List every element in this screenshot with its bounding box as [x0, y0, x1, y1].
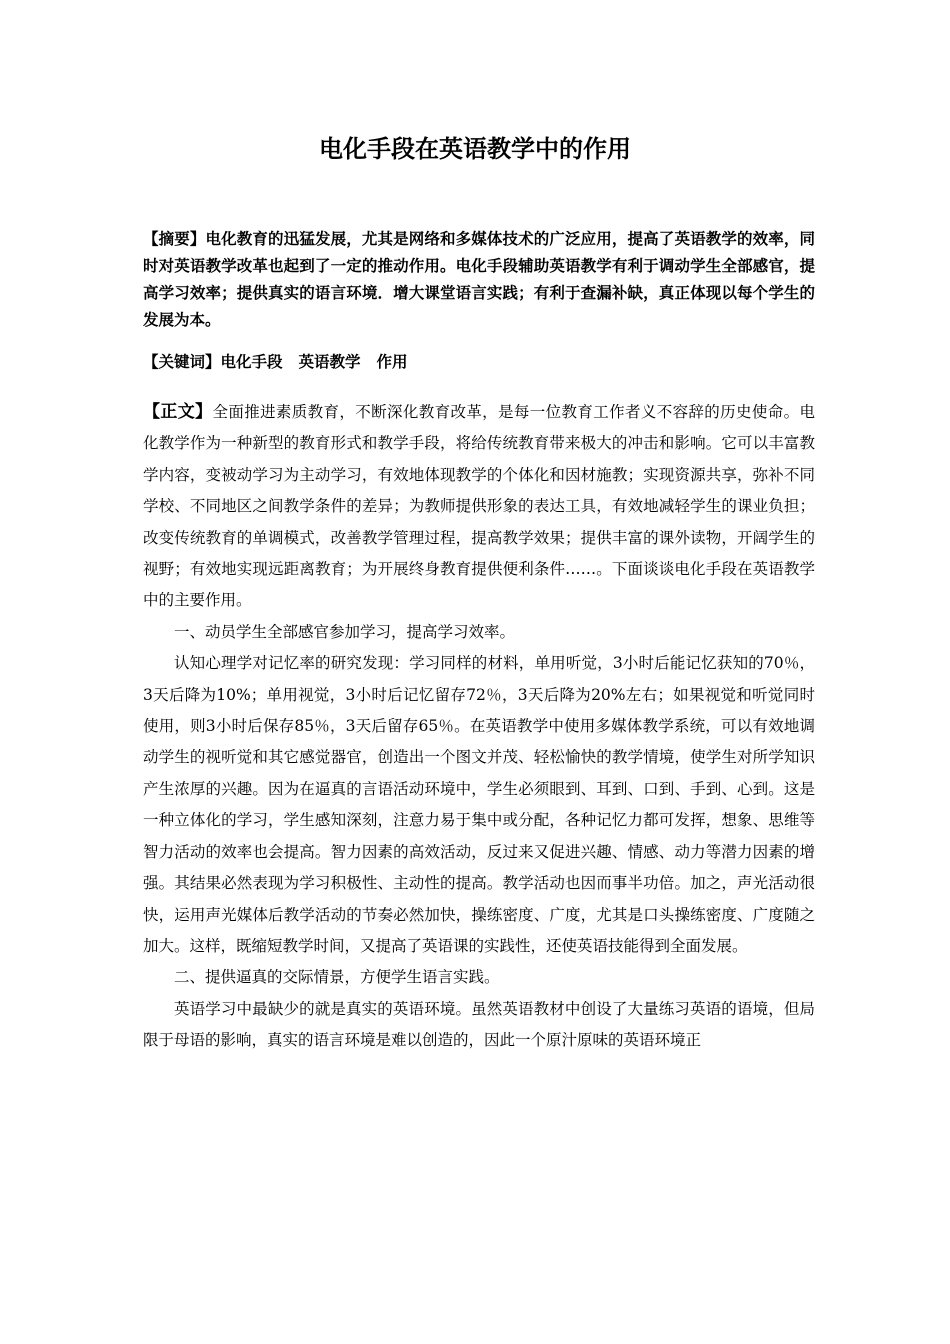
keyword-item: 电化手段 — [220, 353, 283, 371]
section-heading-1: 一、动员学生全部感官参加学习，提高学习效率。 — [174, 622, 516, 641]
keywords-label: 【关键词】 — [143, 353, 221, 371]
section-heading-2: 二、提供逼真的交际情景，方便学生语言实践。 — [174, 968, 500, 987]
abstract-label: 【摘要】 — [143, 230, 206, 248]
body-paragraph-1: 认知心理学对记忆率的研究发现：学习同样的材料，单用听觉，3小时后能记忆获知的70％，3天后降为10%；单用视觉，3小时后记忆留存72％，3天后降为20%左右；如果视觉和听觉同时使用，则3小时后保存85％，3天后留存65％。在英语教学中使用多媒体教学系统，可以有效地调动学生的视听觉和其它感觉器官，创造出一个图文并茂、轻松愉快的教学情境，使学生对所学知识产生浓厚的兴趣。因为在逼真的言语活动环境中，学生必须眼到、耳到、口到、手到、心到。这是一种立体化的学习，学生感知深刻，注意力易于集中或分配，各种记忆力都可发挥，想象、思维等智力活动的效率也会提高。智力因素的高效活动，反过来又促进兴趣、情感、动力等潜力因素的增强。其结果必然表现为学习积极性、主动性的提高。教学活动也因而事半功倍。加之，声光活动很快，运用声光媒体后教学活动的节奏必然加快，操练密度、广度，尤其是口头操练密度、广度随之加大。这样，既缩短教学时间，又提高了英语课的实践性，还使英语技能得到全面发展。 — [143, 654, 815, 955]
body-intro-text: 全面推进素质教育，不断深化教育改革，是每一位教育工作者义不容辞的历史使命。电化教学作为一种新型的教育形式和教学手段，将给传统教育带来极大的冲击和影响。它可以丰富教学内容，变被动学习为主动学习，有效地体现教学的个体化和因材施教；实现资源共享，弥补不同学校、不同地区之间教学条件的差异；为教师提供形象的表达工具，有效地减轻学生的课业负担；改变传统教育的单调模式，改善教学管理过程，提高教学效果；提供丰富的课外读物，开阔学生的视野；有效地实现远距离教育；为开展终身教育提供便利条件……。下面谈谈电化手段在英语教学中的主要作用。 — [143, 403, 815, 610]
keyword-item: 英语教学 — [298, 353, 361, 371]
keyword-item: 作用 — [376, 353, 408, 371]
document-title: 电化手段在英语教学中的作用 — [319, 135, 631, 163]
body-section — [143, 397, 815, 1057]
body-intro-paragraph — [143, 397, 815, 617]
body-paragraph-2: 英语学习中最缺少的就是真实的英语环境。虽然英语教材中创设了大量练习英语的语境，但局限于母语的影响，真实的语言环境是难以创造的，因此一个原汁原味的英语环境正 — [143, 999, 815, 1050]
keywords-section — [143, 350, 815, 374]
body-label: 【正文】 — [143, 402, 213, 422]
abstract-section — [143, 226, 815, 334]
abstract-text: 电化教育的迅猛发展，尤其是网络和多媒体技术的广泛应用，提高了英语教学的效率，同时对英语教学改革也起到了一定的推动作用。电化手段辅助英语教学有利于调动学生全部感官，提高学习效率；提供真实的语言环境．增大课堂语言实践；有利于查漏补缺，真正体现以每个学生的发展为本。 — [143, 230, 815, 329]
